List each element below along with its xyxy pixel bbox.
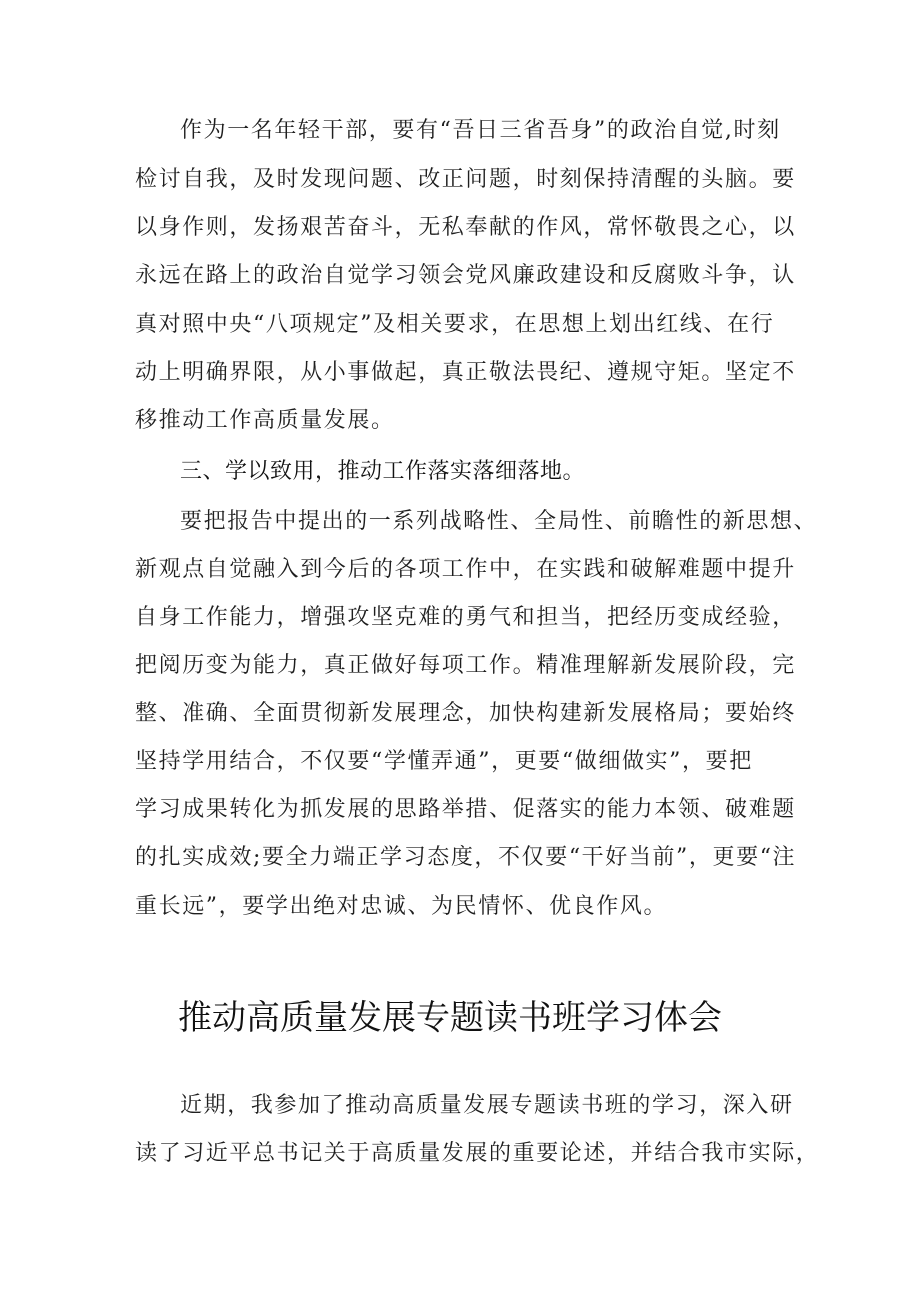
section-heading: 三、学以致用，推动工作落实落细落地。 — [180, 459, 586, 484]
paragraph-1-line-5: 真对照中央“八项规定”及相关要求，在思想上划出红线、在行 — [135, 312, 775, 337]
article-2-line-1: 近期，我参加了推动高质量发展专题读书班的学习，深入研 — [180, 1093, 794, 1118]
paragraph-1-line-2: 检讨自我，及时发现问题、改正问题，时刻保持清醒的头脑。要 — [135, 167, 796, 192]
paragraph-1-line-1: 作为一名年轻干部，要有“吾日三省吾身”的政治自觉,时刻 — [180, 118, 781, 143]
article-title: 推动高质量发展专题读书班学习体会 — [178, 998, 722, 1038]
paragraph-1-line-7: 移推动工作高质量发展。 — [135, 408, 395, 433]
section-3-line-3: 自身工作能力，增强攻坚克难的勇气和担当，把经历变成经验， — [135, 605, 796, 630]
article-2-line-2: 读了习近平总书记关于高质量发展的重要论述，并结合我市实际， — [135, 1141, 820, 1166]
section-3-line-4: 把阅历变为能力，真正做好每项工作。精准理解新发展阶段，完 — [135, 653, 796, 678]
section-3-line-1: 要把报告中提出的一系列战略性、全局性、前瞻性的新思想、 — [180, 509, 818, 534]
paragraph-1-line-6: 动上明确界限，从小事做起，真正敬法畏纪、遵规守矩。坚定不 — [135, 360, 796, 385]
paragraph-1-line-3: 以身作则，发扬艰苦奋斗，无私奉献的作风，常怀敬畏之心，以 — [135, 215, 796, 240]
section-3-line-9: 重长远”，要学出绝对忠诚、为民情怀、优良作风。 — [135, 894, 668, 919]
paragraph-1-line-4: 永远在路上的政治自觉学习领会党风廉政建设和反腐败斗争，认 — [135, 263, 796, 288]
section-3-line-7: 学习成果转化为抓发展的思路举措、促落实的能力本领、破难题 — [135, 797, 796, 822]
section-3-line-5: 整、准确、全面贯彻新发展理念，加快构建新发展格局；要始终 — [135, 701, 796, 726]
section-3-line-8: 的扎实成效;要全力端正学习态度，不仅要“干好当前”，更要“注 — [135, 845, 797, 870]
section-3-line-6: 坚持学用结合，不仅要“学懂弄通”，更要“做细做实”，要把 — [135, 749, 753, 774]
section-3-line-2: 新观点自觉融入到今后的各项工作中，在实践和破解难题中提升 — [135, 557, 796, 582]
